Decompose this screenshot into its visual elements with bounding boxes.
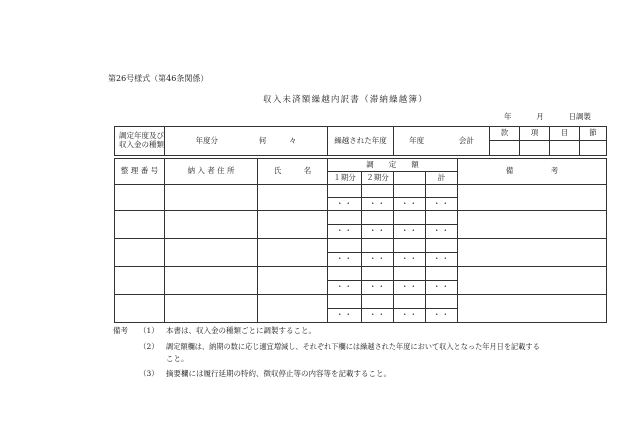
carryover-table (114, 126, 607, 323)
account-label: 会計 (458, 135, 474, 145)
year-portion-label: 年度分 (195, 135, 218, 145)
row-1-date-2: ・・ (362, 198, 394, 211)
row-4-amount-1 (328, 267, 362, 281)
row-1-name (258, 185, 328, 211)
row-2-date-2: ・・ (362, 225, 394, 239)
document-title: 収入未済額繰越内訳書（滞納繰越簿） (263, 95, 428, 105)
row-5-amount-3 (394, 295, 426, 309)
row-5-amount-1 (328, 295, 362, 309)
row-1-address (165, 185, 258, 211)
row-4-reference (115, 267, 165, 295)
row-2-date-total: ・・ (426, 225, 458, 239)
row-4-amount-total (426, 267, 458, 281)
row-1-amount-total (426, 185, 458, 198)
row-2-amount-1 (328, 211, 362, 225)
row-2-date-3: ・・ (394, 225, 426, 239)
carried-year-account-cell (394, 127, 490, 156)
form-number: 第26号様式（第46条関係） (108, 74, 209, 83)
row-2-amount-3 (394, 211, 426, 225)
date-month-label: 月 (536, 112, 544, 121)
note-2-text: 調定額欄は、納期の数に応じ適宜増減し、それぞれ下欄には繰越された年度において収入となった年月日を記載する (166, 342, 540, 351)
row-4-remarks (458, 267, 607, 295)
installment-2-header: ２期分 (362, 172, 394, 185)
row-3-address (165, 239, 258, 267)
code-kan: 款 (490, 127, 520, 141)
carried-year-label: 繰越された年度 (328, 127, 394, 156)
row-3-date-2: ・・ (362, 253, 394, 267)
row-5-date-2: ・・ (362, 309, 394, 323)
code-kou-value (520, 141, 550, 156)
year-kind-cell (165, 127, 328, 156)
remarks-header: 備 考 (458, 159, 607, 185)
code-setsu-value (580, 141, 607, 156)
row-2-name (258, 211, 328, 239)
row-4-amount-2 (362, 267, 394, 281)
row-5-name (258, 295, 328, 323)
row-5-date-total: ・・ (426, 309, 458, 323)
adjust-year-label: 調定年度及び収入金の種類 (115, 127, 165, 156)
row-1-remarks (458, 185, 607, 211)
row-5-date-1: ・・ (328, 309, 362, 323)
row-2-date-1: ・・ (328, 225, 362, 239)
row-1-date-total: ・・ (426, 198, 458, 211)
row-3-name (258, 239, 328, 267)
code-moku: 目 (550, 127, 580, 141)
what-mark: 々 (289, 135, 297, 145)
date-day-label: 日調製 (568, 112, 592, 121)
note-3-text: 摘要欄には履行延期の特約、徴収停止等の内容等を記載すること。 (166, 369, 391, 378)
note-2-number: （2） (139, 342, 159, 351)
row-4-date-3: ・・ (394, 281, 426, 295)
name-header: 氏 名 (258, 159, 328, 185)
row-5-remarks (458, 295, 607, 323)
row-1-reference (115, 185, 165, 211)
row-1-date-3: ・・ (394, 198, 426, 211)
row-5-amount-2 (362, 295, 394, 309)
installment-1-header: １期分 (328, 172, 362, 185)
row-2-address (165, 211, 258, 239)
row-1-amount-2 (362, 185, 394, 198)
installment-blank-header (394, 172, 426, 185)
notes-heading: 備考 (113, 326, 128, 335)
taxpayer-address-header: 納 入 者 住 所 (165, 159, 258, 185)
row-4-date-2: ・・ (362, 281, 394, 295)
row-4-date-1: ・・ (328, 281, 362, 295)
note-3-number: （3） (139, 369, 159, 378)
note-2-text-cont: こと。 (166, 354, 189, 363)
row-5-reference (115, 295, 165, 323)
row-1-amount-3 (394, 185, 426, 198)
row-5-date-3: ・・ (394, 309, 426, 323)
row-3-amount-1 (328, 239, 362, 253)
row-4-amount-3 (394, 267, 426, 281)
row-1-amount-1 (328, 185, 362, 198)
assessed-amount-header: 調 定 額 (328, 159, 458, 172)
row-2-reference (115, 211, 165, 239)
row-2-amount-2 (362, 211, 394, 225)
code-kan-value (490, 141, 520, 156)
code-moku-value (550, 141, 580, 156)
preparation-date (504, 113, 591, 121)
nendo-label: 年度 (409, 135, 425, 145)
row-2-amount-total (426, 211, 458, 225)
row-4-name (258, 267, 328, 295)
code-setsu: 節 (580, 127, 607, 141)
row-3-date-3: ・・ (394, 253, 426, 267)
row-3-date-1: ・・ (328, 253, 362, 267)
note-1-number: （1） (139, 326, 159, 335)
row-4-date-total: ・・ (426, 281, 458, 295)
row-5-amount-total (426, 295, 458, 309)
row-3-reference (115, 239, 165, 267)
what-label: 何 (258, 135, 267, 145)
row-5-address (165, 295, 258, 323)
row-3-date-total: ・・ (426, 253, 458, 267)
row-2-remarks (458, 211, 607, 239)
code-kou: 項 (520, 127, 550, 141)
date-year-label: 年 (504, 112, 512, 121)
row-1-date-1: ・・ (328, 198, 362, 211)
row-3-amount-2 (362, 239, 394, 253)
reference-no-header: 整 理 番 号 (115, 159, 165, 185)
note-1-text: 本書は、収入金の種類ごとに調製すること。 (166, 326, 316, 335)
row-3-amount-3 (394, 239, 426, 253)
row-4-address (165, 267, 258, 295)
total-header: 計 (426, 172, 458, 185)
row-3-remarks (458, 239, 607, 267)
row-3-amount-total (426, 239, 458, 253)
